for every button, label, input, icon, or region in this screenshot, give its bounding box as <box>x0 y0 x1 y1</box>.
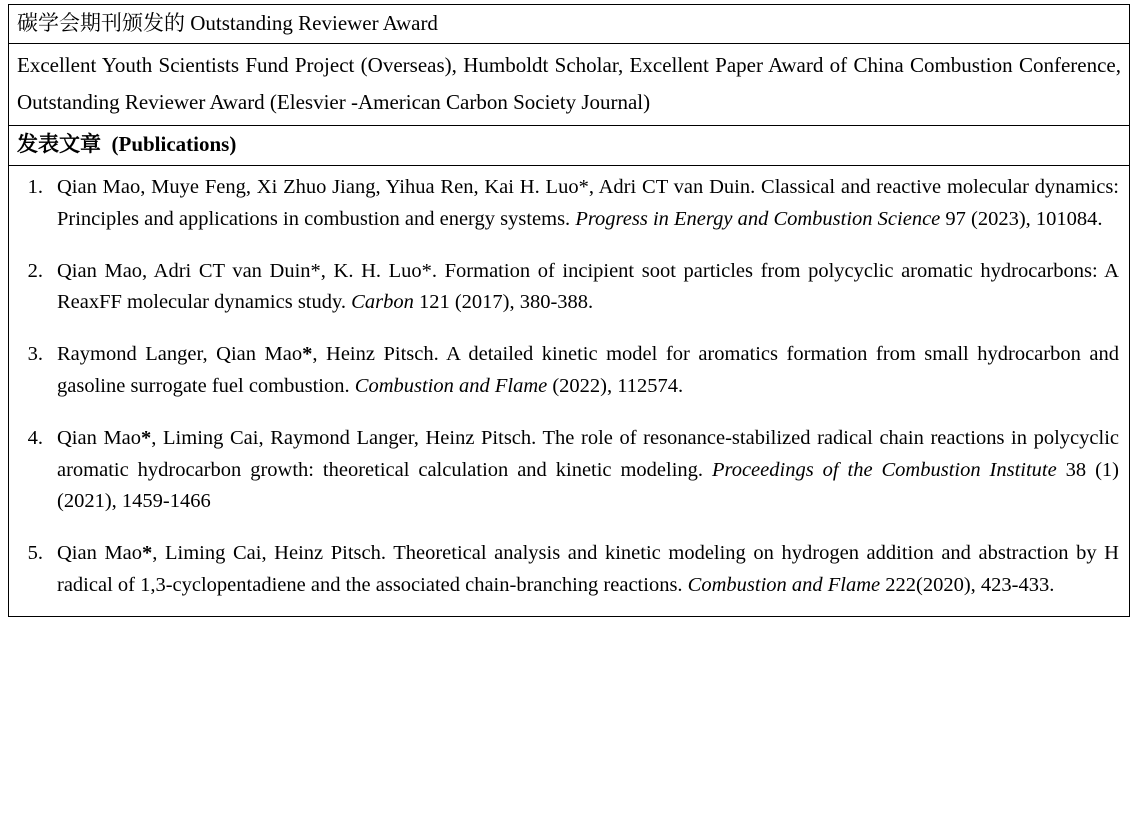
table-row-publications <box>9 166 1130 616</box>
section-header-en: (Publications) <box>111 131 237 156</box>
table-row-award-title <box>9 5 1130 44</box>
publication-number: 4. <box>27 426 43 449</box>
cv-table <box>8 4 1130 617</box>
publication-number: 2. <box>27 259 43 282</box>
section-header-cn: 发表文章 <box>17 131 101 156</box>
publication-text: Qian Mao, Muye Feng, Xi Zhuo Jiang, Yihua Ren, Kai H. Luo*, Adri CT van Duin. Classical and reactive molecular dynamics: Principles and applications in combustion and energy systems. Progress in Energy and Combustion Science 97 (2023), 101084. <box>57 176 1119 230</box>
table-row-award-body <box>9 44 1130 125</box>
list-item <box>15 256 1119 320</box>
list-item <box>15 538 1119 602</box>
publication-text: Qian Mao, Adri CT van Duin*, K. H. Luo*. Formation of incipient soot particles from polycyclic aromatic hydrocarbons: A ReaxFF molecular dynamics study. Carbon 121 (2017), 380-388. <box>57 259 1119 314</box>
table-row-section-header <box>9 125 1130 166</box>
publication-number: 3. <box>27 343 43 366</box>
award-body-text: Excellent Youth Scientists Fund Project (Overseas), Humboldt Scholar, Excellent Paper Award of China Combustion Conference, Outstanding Reviewer Award (Elesvier -American Carbon Society Journal) <box>17 53 1121 114</box>
publications-section-header <box>9 126 1129 166</box>
publication-text: Qian Mao*, Liming Cai, Raymond Langer, Heinz Pitsch. The role of resonance-stabilized radical chain reactions in polycyclic aromatic hydrocarbon growth: theoretical calculation and kinetic modeling. Proceedings of the Combustion Institute 38 (1) (2021), 1459-1466 <box>57 426 1119 513</box>
list-item <box>15 339 1119 403</box>
publication-text: Qian Mao*, Liming Cai, Heinz Pitsch. Theoretical analysis and kinetic modeling on hydrogen addition and abstraction by H radical of 1,3-cyclopentadiene and the associated chain-branching reactions. Combustion and Flame 222(2020), 423-433. <box>57 542 1119 596</box>
section-header-spacer <box>101 132 112 156</box>
publications-list <box>9 166 1129 615</box>
publication-number: 5. <box>27 542 43 565</box>
publication-number: 1. <box>27 176 43 199</box>
list-item <box>15 172 1119 236</box>
list-item <box>15 423 1119 518</box>
publication-text: Raymond Langer, Qian Mao*, Heinz Pitsch. A detailed kinetic model for aromatics formation from small hydrocarbon and gasoline surrogate fuel combustion. Combustion and Flame (2022), 112574. <box>57 343 1119 397</box>
award-title-text: 碳学会期刊颁发的 Outstanding Reviewer Award <box>17 11 438 35</box>
